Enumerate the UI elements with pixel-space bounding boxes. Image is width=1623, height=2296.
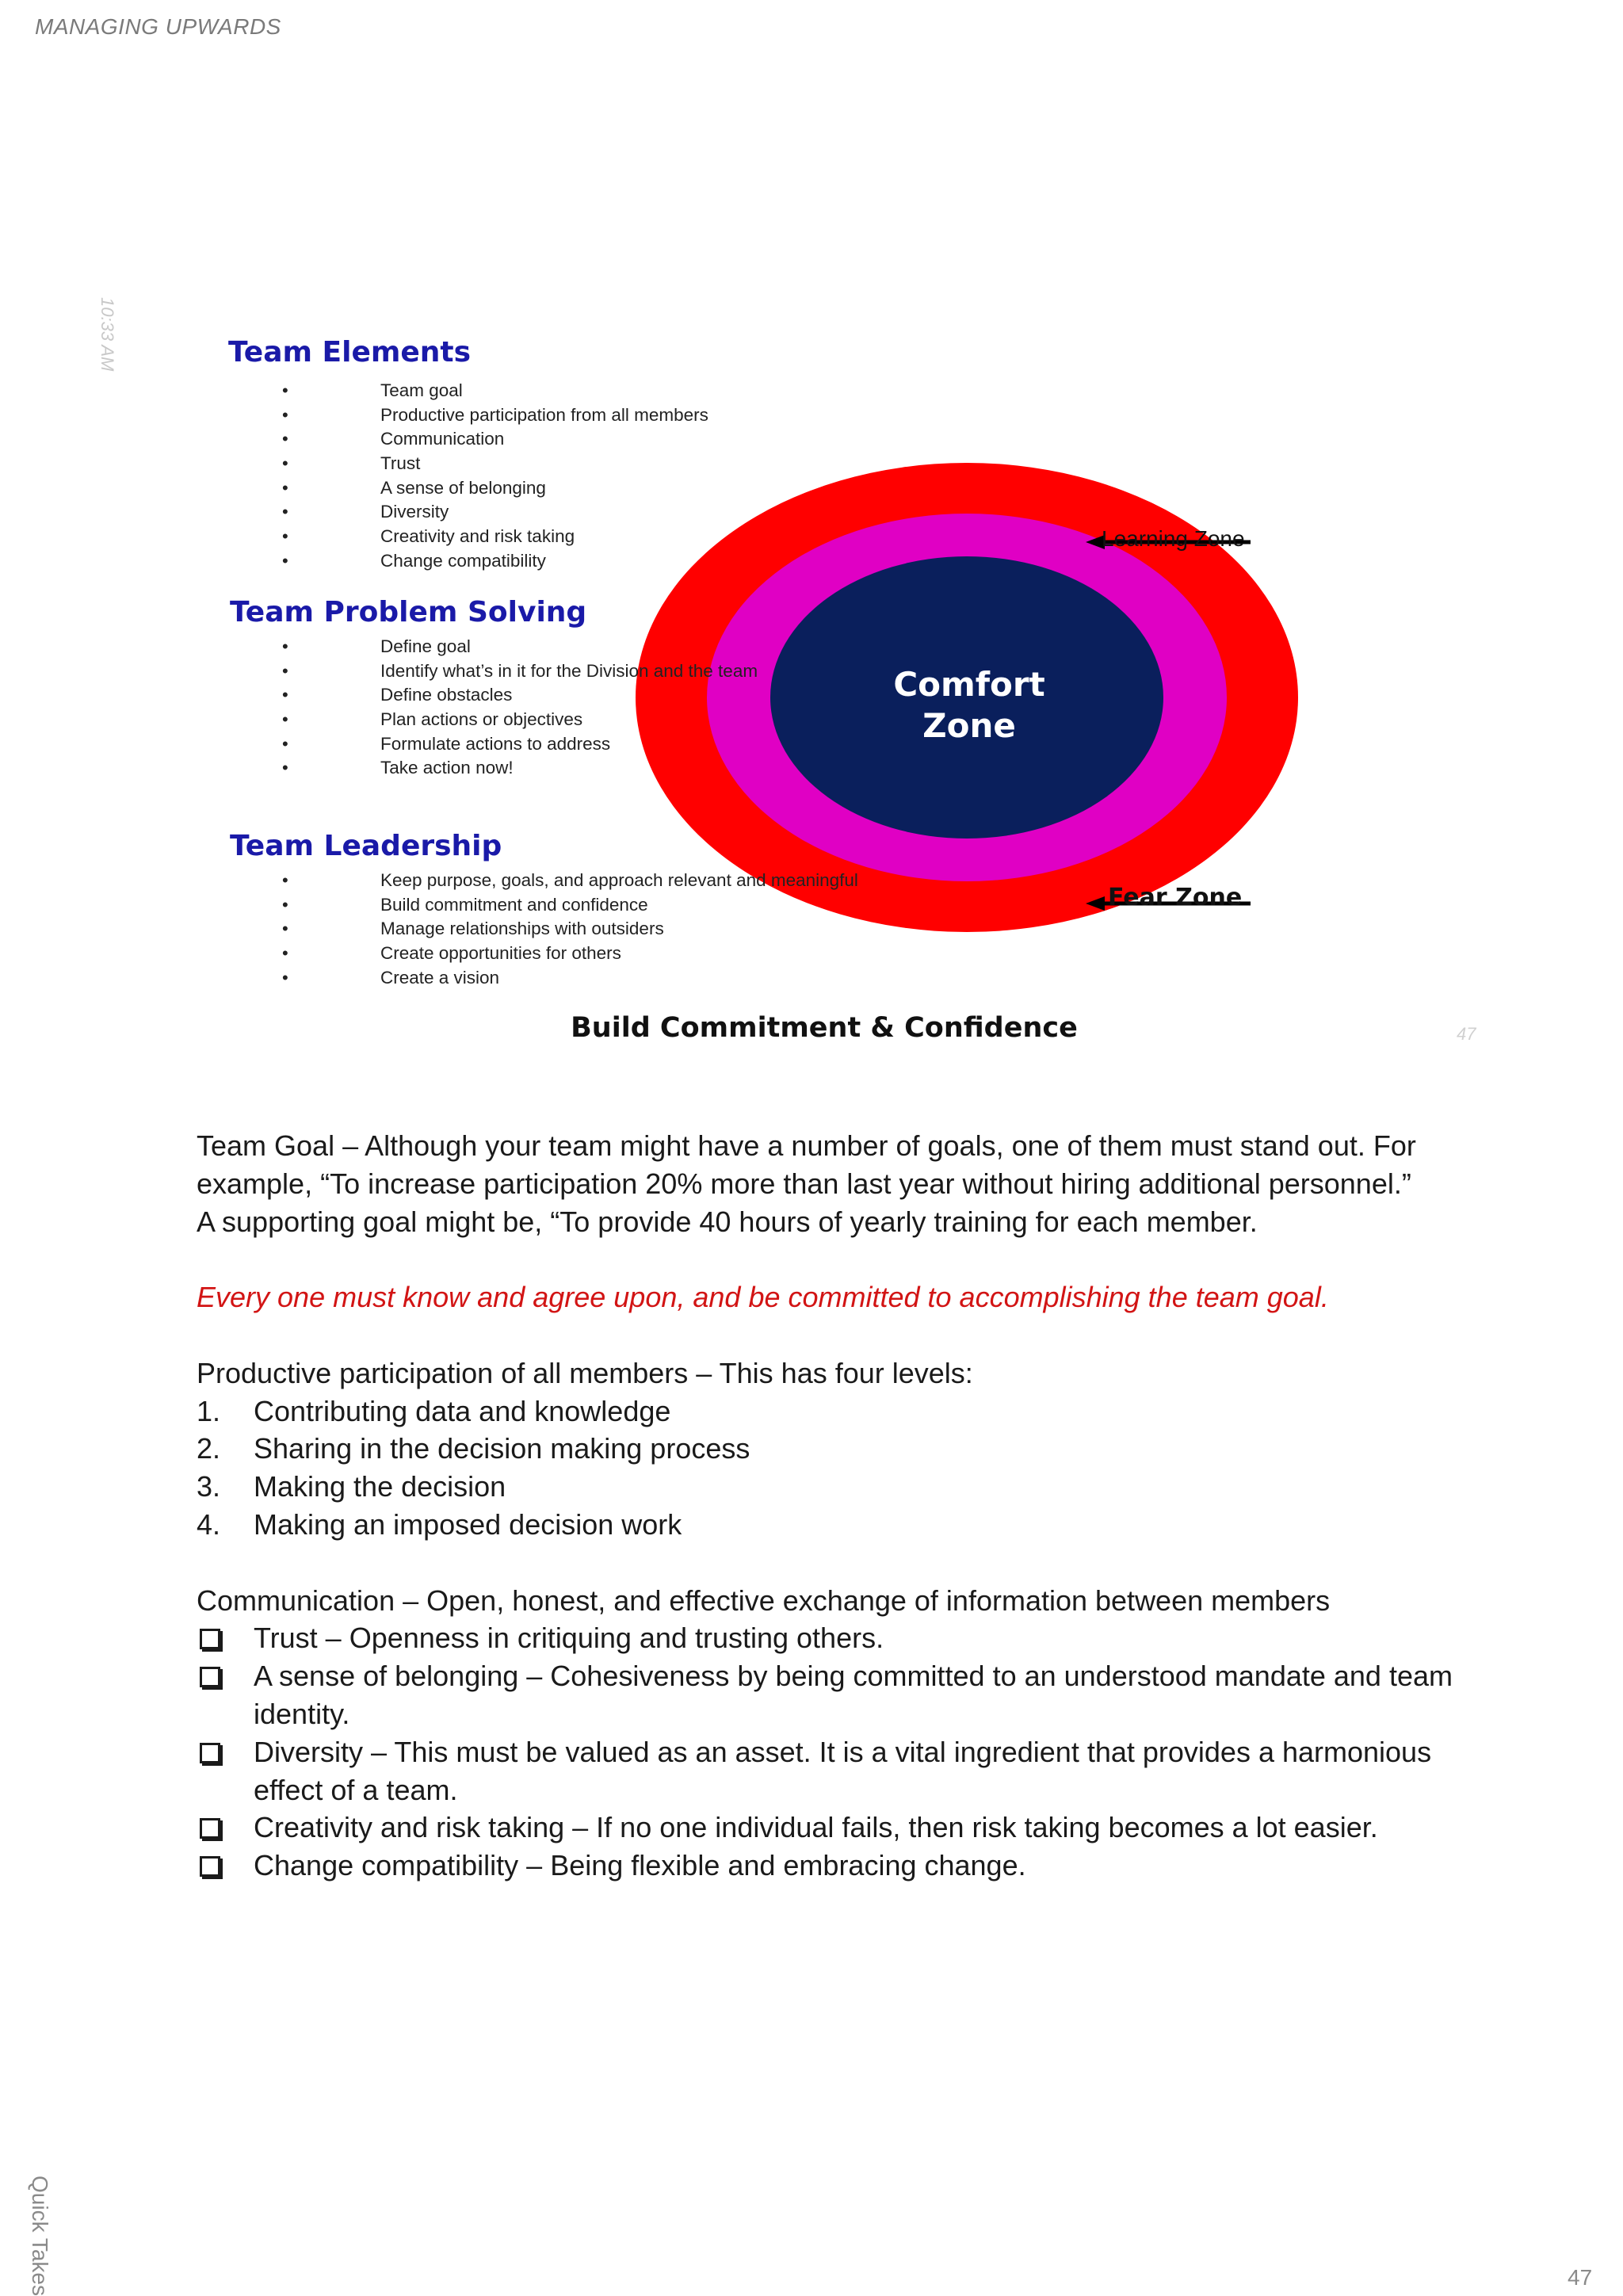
list-item: • Plan actions or objectives: [282, 708, 758, 732]
slide-timestamp: 10:33 AM: [97, 297, 117, 372]
checklist-item: [197, 1847, 1504, 1885]
checklist-item: [197, 1657, 1504, 1733]
slide-number: 47: [1457, 1024, 1476, 1044]
list-item: • Formulate actions to address: [282, 732, 758, 757]
list-item: • Creativity and risk taking: [282, 525, 708, 549]
checkbox-icon: [200, 1667, 220, 1687]
list-number: 4.: [197, 1507, 221, 1541]
checkbox-icon: [200, 1856, 220, 1877]
list-item: • A sense of belonging: [282, 476, 708, 501]
team-element-checklist: [197, 1619, 1504, 1885]
body-text: [197, 1127, 1504, 1885]
list-item: • Trust: [282, 452, 708, 476]
checklist-text: Change compatibility – Being flexible and embracing change.: [254, 1849, 1026, 1882]
running-head: MANAGING UPWARDS: [35, 14, 281, 39]
section-title-team-problem-solving: Team Problem Solving: [230, 596, 587, 628]
list-item: • Define goal: [282, 635, 758, 659]
list-item: • Diversity: [282, 500, 708, 525]
list-item: • Change compatibility: [282, 549, 708, 574]
list-item: • Productive participation from all members: [282, 403, 708, 428]
checklist-item: [197, 1733, 1474, 1809]
checklist-text: Diversity – This must be valued as an asset. It is a vital ingredient that provides a harmonious effect of a team.: [254, 1735, 1432, 1806]
list-number: 2.: [197, 1432, 221, 1465]
list-item: • Keep purpose, goals, and approach relevant and meaningful: [282, 869, 858, 893]
list-item: [197, 1392, 1504, 1431]
team-problem-solving-list: [282, 635, 758, 781]
checklist-item: [197, 1619, 1504, 1657]
list-item: • Take action now!: [282, 756, 758, 781]
list-text: Making an imposed decision work: [254, 1507, 682, 1541]
list-number: 1.: [197, 1394, 221, 1427]
list-item: • Build commitment and confidence: [282, 893, 858, 918]
learning-zone-label: Learning Zone: [1102, 526, 1245, 551]
list-item: • Identify what’s in it for the Division and the team: [282, 659, 758, 684]
list-item: • Create opportunities for others: [282, 942, 858, 966]
checkbox-icon: [200, 1743, 220, 1763]
participation-intro: Productive participation of all members – This has four levels:: [197, 1356, 973, 1389]
list-text: Sharing in the decision making process: [254, 1432, 750, 1465]
list-text: Contributing data and knowledge: [254, 1394, 671, 1427]
list-number: 3.: [197, 1470, 221, 1503]
checklist-item: [197, 1809, 1504, 1847]
page-number: 47: [1568, 2265, 1593, 2290]
list-item: • Team goal: [282, 379, 708, 403]
list-item: • Define obstacles: [282, 683, 758, 708]
communication-paragraph: Communication – Open, honest, and effective exchange of information between members: [197, 1584, 1331, 1617]
list-item: • Create a vision: [282, 966, 858, 991]
participation-levels-list: [197, 1392, 1504, 1544]
section-title-team-leadership: Team Leadership: [230, 830, 502, 862]
list-item: [197, 1506, 1504, 1544]
checklist-text: Creativity and risk taking – If no one individual fails, then risk taking becomes a lot easier.: [254, 1811, 1378, 1844]
list-text: Making the decision: [254, 1470, 506, 1503]
checklist-text: Trust – Openness in critiquing and trusting others.: [254, 1622, 884, 1655]
checkbox-icon: [200, 1629, 220, 1649]
checkbox-icon: [200, 1818, 220, 1839]
section-title-team-elements: Team Elements: [228, 336, 472, 369]
slide-caption: Build Commitment & Confidence: [571, 1012, 1078, 1044]
list-item: • Manage relationships with outsiders: [282, 917, 858, 942]
team-leadership-list: [282, 869, 858, 990]
emphasis-statement: Every one must know and agree upon, and be committed to accomplishing the team goal.: [197, 1281, 1329, 1314]
comfort-zone-line-1: Comfort: [893, 665, 1045, 704]
fear-zone-label: Fear Zone: [1108, 884, 1243, 911]
list-item: [197, 1468, 1504, 1506]
side-footer-label: Quick Takes: [28, 2176, 52, 2296]
comfort-zone-label: [890, 664, 1048, 747]
list-item: [197, 1430, 1504, 1468]
comfort-zone-line-2: Zone: [922, 706, 1016, 745]
list-item: • Communication: [282, 427, 708, 452]
checklist-text: A sense of belonging – Cohesiveness by being committed to an understood mandate and team identity.: [254, 1660, 1453, 1730]
team-goal-paragraph: Team Goal – Although your team might have a number of goals, one of them must stand out. For example, “To increase participation 20% more than last year without hiring additional personnel.” A supporting goal might be, “To provide 40 hours of yearly training for each member.: [197, 1129, 1416, 1238]
